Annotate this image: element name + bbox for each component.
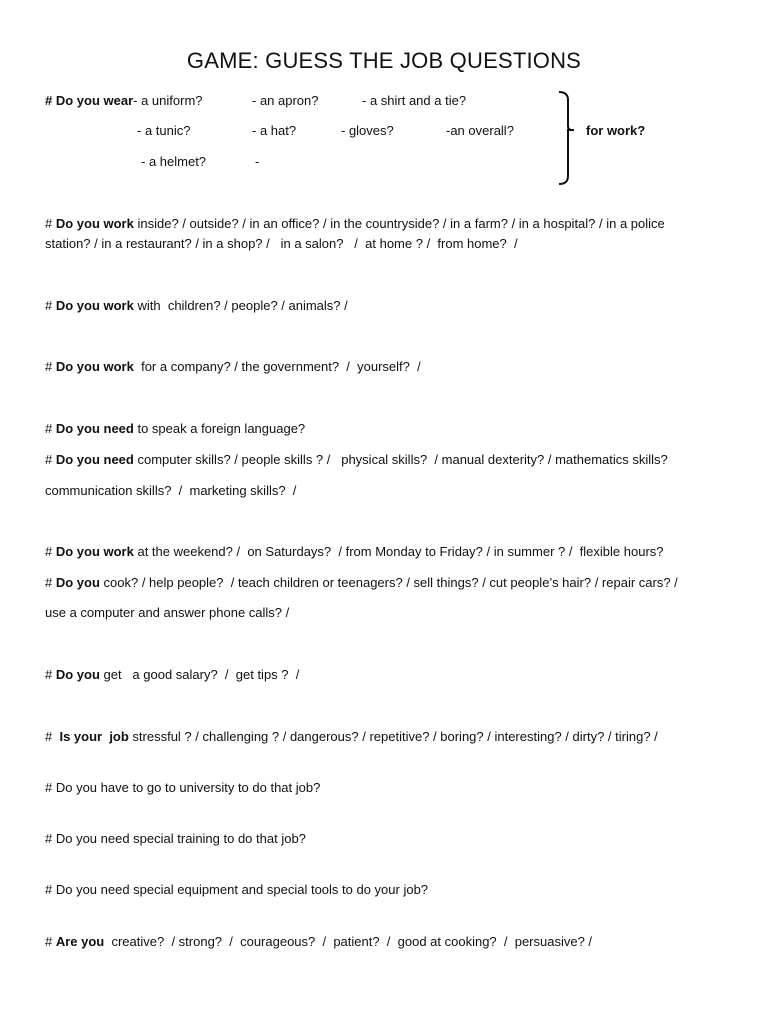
salary-line: # Do you get a good salary? / get tips ? / — [45, 667, 300, 682]
wear-item-helmet: - a helmet? — [141, 154, 207, 169]
need-skills-line2: communication skills? / marketing skills? / — [45, 483, 297, 498]
do-you-line2: use a computer and answer phone calls? / — [45, 605, 290, 620]
work-with-line: # Do you work with children? / people? / animals? / — [45, 298, 348, 313]
wear-lead: # Do you wear- a uniform? — [45, 93, 203, 108]
wear-item-tunic: - a tunic? — [137, 123, 191, 138]
are-you-line: # Are you creative? / strong? / courageous? / patient? / good at cooking? / persuasive? / — [45, 934, 593, 949]
work-for-line: # Do you work for a company? / the government? / yourself? / — [45, 359, 421, 374]
equipment-question: # Do you need special equipment and special tools to do your job? — [45, 882, 429, 897]
need-skills-line1: # Do you need computer skills? / people skills ? / physical skills? / manual dexterity? / mathematics skills? — [45, 452, 668, 467]
wear-item-blank: - — [255, 154, 260, 169]
wear-item-gloves: - gloves? — [341, 123, 394, 138]
for-work-label: for work? — [586, 123, 646, 138]
work-when-line: # Do you work at the weekend? / on Saturdays? / from Monday to Friday? / in summer ? / flexible hours? — [45, 544, 664, 559]
page-title: GAME: GUESS THE JOB QUESTIONS — [186, 48, 582, 73]
curly-brace-icon — [556, 90, 586, 188]
wear-item-apron: - an apron? — [252, 93, 319, 108]
work-places-line2: station? / in a restaurant? / in a shop? / in a salon? / at home ? / from home? / — [45, 236, 518, 251]
university-question: # Do you have to go to university to do that job? — [45, 780, 321, 795]
need-language-line: # Do you need to speak a foreign language? — [45, 421, 306, 436]
work-places-line1: # Do you work inside? / outside? / in an office? / in the countryside? / in a farm? / in a hospital? / in a police — [45, 216, 665, 231]
wear-item-overall: -an overall? — [446, 123, 514, 138]
training-question: # Do you need special training to do that job? — [45, 831, 306, 846]
wear-item-shirt-tie: - a shirt and a tie? — [362, 93, 467, 108]
wear-item-hat: - a hat? — [252, 123, 297, 138]
do-you-line1: # Do you cook? / help people? / teach children or teenagers? / sell things? / cut people’s hair? / repair cars? / — [45, 575, 678, 590]
job-is-line: # Is your job stressful ? / challenging ? / dangerous? / repetitive? / boring? / interesting? / dirty? / tiring? / — [45, 729, 658, 744]
